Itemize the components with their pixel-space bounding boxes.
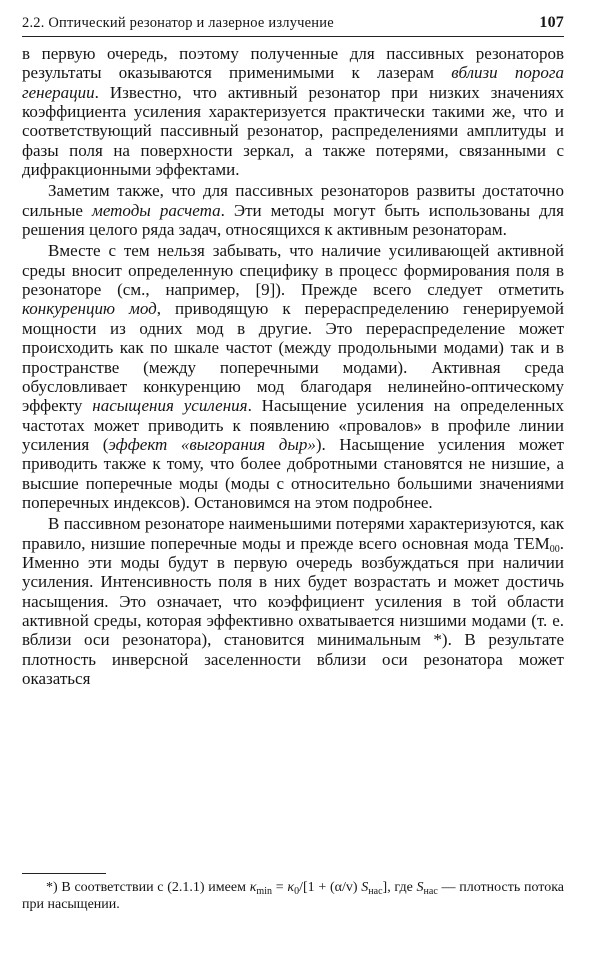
italic-term: конкуренцию мод xyxy=(22,299,157,319)
main-text xyxy=(22,44,564,688)
page-number: 107 xyxy=(539,14,564,31)
paragraph-3: Вместе с тем нельзя забывать, что наличие усиливающей активной среды вносит определенную специфику в процесс формирования поля в резонаторе (см., например, [9]). Прежде всего следует отметить конкуренцию мод, приводящую к перераспределению генерируемой мощности из одних мод в другие. Это перераспределение может происходить как по шкале частот (между продольными модами) так и в пространстве (между поперечными модами). Активная среда обусловливает конкуренцию мод благодаря нелинейно-оптическому эффекту насыщения усиления. Насыщение усиления на определенных частотах может приводить к появлению «провалов» в профиле линии усиления (эффект «выгорания дыр»). Насыщение усиления может приводить также к тому, что более добротными становятся не низшие, а высшие поперечные моды (моды с относительно большими значениями поперечных индексов). Остановимся на этом подробнее. xyxy=(22,241,564,512)
italic-term: насыщения усиления xyxy=(92,396,248,416)
running-header xyxy=(22,14,564,37)
running-title: 2.2. Оптический резонатор и лазерное излучение xyxy=(22,15,334,31)
mode-index: 00 xyxy=(549,543,560,555)
italic-term: вблизи порога генерации xyxy=(22,63,564,102)
paragraph-1: в первую очередь, поэтому полученные для пассивных резонаторов результаты оказываются применимыми к лазерам вблизи порога генерации. Известно, что активный резонатор при низких значениях коэффициента усиления характеризуется практически такими же, что и соответствующий пассивный резонатор, распределениями амплитуды и фазы поля на поверхности зеркал, а также потерями, связанными с дифракционными эффектами. xyxy=(22,44,564,180)
italic-term: эффект «выгорания дыр» xyxy=(108,434,316,454)
paragraph-4: В пассивном резонаторе наименьшими потерями характеризуются, как правило, низшие поперечные моды и прежде всего основная мода $TEM_{00}$. Именно эти моды будут в первую очередь возбуждаться при наличии усиления. Интенсивность поля в них будет возрастать и может достичь насыщения. Это означает, что коэффициент усиления в той области активной среды, которая эффективно охватывается низшими модами (т. е. вблизи оси резонатора), становится минимальным *). В результате плотность инверсной заселенности вблизи оси резонатора может оказаться xyxy=(22,514,564,688)
book-page xyxy=(22,14,564,688)
footnote-separator xyxy=(22,873,106,874)
paragraph-2: Заметим также, что для пассивных резонаторов развиты достаточно сильные методы расчета. Эти методы могут быть использованы для решения целого ряда задач, относящихся к активным резонаторам. xyxy=(22,181,564,240)
footnote-text: *) В соответствии с (2.1.1) имеем $\kappa_{min} = \kappa_0/[1 + (\alpha/v)$ $S_{нас}$], где $S_{нас}$ — плотность потока при насыщении. xyxy=(22,880,564,912)
footnote xyxy=(22,880,564,913)
italic-term: методы расчета xyxy=(91,200,221,220)
